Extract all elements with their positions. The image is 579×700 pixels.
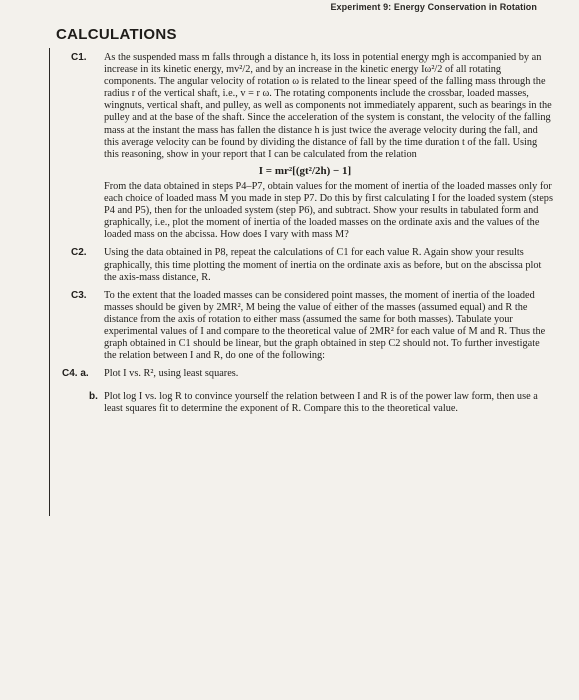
section-title: CALCULATIONS	[56, 26, 177, 43]
item-label-c4b: b.	[89, 390, 98, 402]
c1-paragraph-2: From the data obtained in steps P4–P7, obtain values for the moment of inertia of the loaded masses only for each choice of loaded mass M you made in step P7. Do this by first calculating I for the loaded system (steps P4 and P5), then for the unloaded system (step P6), and subtract. Show your results in tabulated form and graphically, i.e., plot the moment of inertia of the loaded masses on the ordinate axis and the values of the loaded mass on the abcissa. How does I vary with mass M?	[104, 180, 553, 241]
item-label-c4a: C4. a.	[62, 368, 89, 380]
item-c2	[56, 247, 554, 283]
item-c4a	[56, 368, 554, 380]
item-label-c3: C3.	[71, 289, 87, 301]
item-c4b	[56, 391, 554, 415]
left-margin-rule	[49, 48, 50, 516]
c3-paragraph: To the extent that the loaded masses can be considered point masses, the moment of inertia of the loaded masses should be given by 2MR², M being the value of either of the masses (assumed equal) and R the distance from the axis of rotation to either mass (assumed the same for both masses). Tabulate your experimental values of I and compare to the theoretical value of 2MR² for each value of M and R. Thus the graph obtained in C1 should be linear, but the graph obtained in step C2 should not. To further investigate the relation between I and R, do one of the following:	[104, 289, 546, 362]
calculations-content	[56, 52, 554, 425]
running-header: Experiment 9: Energy Conservation in Rotation	[330, 2, 537, 12]
inertia-formula: I = mr²[(gt²/2h) − 1]	[258, 164, 352, 177]
item-c3	[56, 290, 554, 363]
item-label-c2: C2.	[71, 247, 87, 259]
c1-paragraph-1: As the suspended mass m falls through a distance h, its loss in potential energy mgh is accompanied by an increase in its kinetic energy, mv²/2, and by an increase in the kinetic energy Iω²/2 of all rotating components. The angular velocity of rotation ω is related to the linear speed of the falling mass through the radius r of the vertical shaft, i.e., v = r ω. The rotating components include the crossbar, loaded masses, wingnuts, vertical shaft, and pulley, as well as components not immediately apparent, such as bearings in the pulley and at the base of the shaft. Since the acceleration of the system is constant, the velocity of the falling mass at the instant the mass has fallen the distance h is just twice the average velocity during the fall, and this average velocity can be found by dividing the distance of fall by the time duration t of the fall. Using this reasoning, show in your report that I can be calculated from the relation	[104, 52, 552, 160]
item-c1	[56, 52, 554, 241]
c2-paragraph: Using the data obtained in P8, repeat the calculations of C1 for each value R. Again show your results graphically, this time plotting the moment of inertia on the ordinate axis as before, but on the abscissa plot the axis-mass distance, R.	[104, 247, 542, 283]
c4a-paragraph: Plot I vs. R², using least squares.	[104, 368, 239, 380]
c4b-paragraph: Plot log I vs. log R to convince yourself the relation between I and R is of the power law form, then use a least squares fit to determine the exponent of R. Compare this to the theoretical value.	[104, 390, 538, 414]
item-label-c1: C1.	[71, 52, 87, 63]
